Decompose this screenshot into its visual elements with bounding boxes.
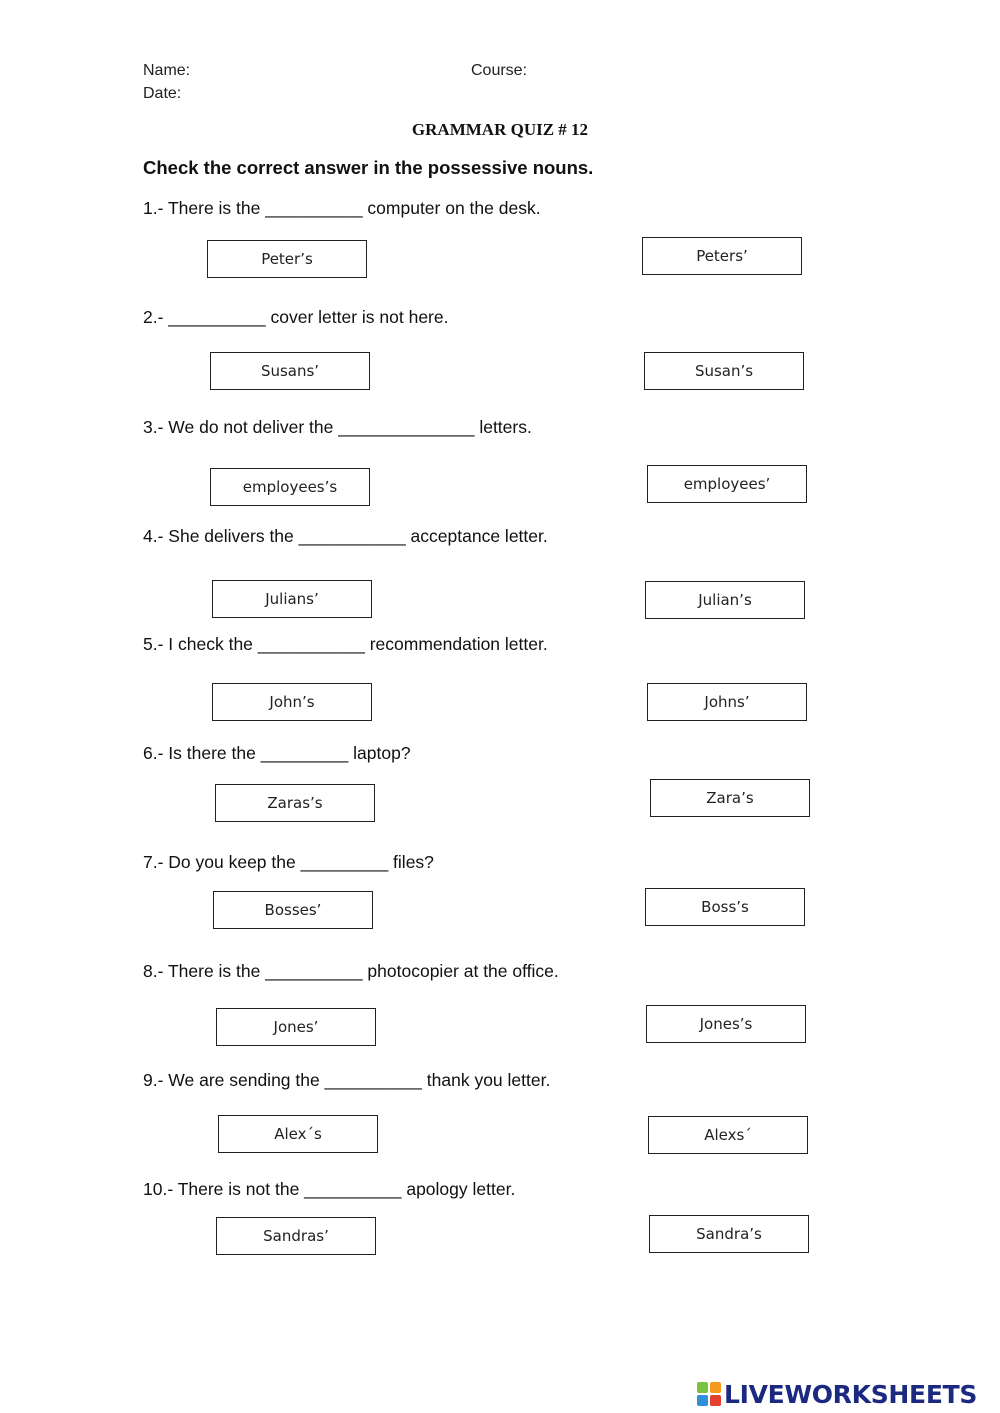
liveworksheets-logo-icon [697,1382,721,1406]
question-9: 9.- We are sending the __________ thank you letter. [143,1070,551,1090]
q9-option-left[interactable]: Alex´s [218,1115,378,1153]
question-2: 2.- __________ cover letter is not here. [143,307,449,327]
liveworksheets-logo[interactable] [697,1378,977,1410]
q8-option-left[interactable]: Jones’ [216,1008,376,1046]
q6-option-left[interactable]: Zaras’s [215,784,375,822]
question-7: 7.- Do you keep the _________ files? [143,852,434,872]
q10-option-right[interactable]: Sandra’s [649,1215,809,1253]
course-label: Course: [471,62,528,79]
question-3: 3.- We do not deliver the ______________ letters. [143,417,532,437]
q3-option-right[interactable]: employees’ [647,465,807,503]
name-label: Name: [143,62,191,79]
question-6: 6.- Is there the _________ laptop? [143,743,411,763]
q7-option-right[interactable]: Boss’s [645,888,805,926]
quiz-title: GRAMMAR QUIZ # 12 [411,120,589,139]
q8-option-right[interactable]: Jones’s [646,1005,806,1043]
date-label: Date: [143,85,182,102]
q2-option-right[interactable]: Susan’s [644,352,804,390]
q6-option-right[interactable]: Zara’s [650,779,810,817]
instruction: Check the correct answer in the possessive nouns. [143,157,594,178]
q4-option-left[interactable]: Julians’ [212,580,372,618]
q7-option-left[interactable]: Bosses’ [213,891,373,929]
question-10: 10.- There is not the __________ apology letter. [143,1179,516,1199]
question-1: 1.- There is the __________ computer on the desk. [143,198,541,218]
liveworksheets-wordmark: LIVEWORKSHEETS [724,1379,978,1409]
question-5: 5.- I check the ___________ recommendation letter. [143,634,548,654]
question-8: 8.- There is the __________ photocopier at the office. [143,961,559,981]
q10-option-left[interactable]: Sandras’ [216,1217,376,1255]
q4-option-right[interactable]: Julian’s [645,581,805,619]
q5-option-right[interactable]: Johns’ [647,683,807,721]
question-4: 4.- She delivers the ___________ acceptance letter. [143,526,548,546]
q3-option-left[interactable]: employees’s [210,468,370,506]
q1-option-right[interactable]: Peters’ [642,237,802,275]
q2-option-left[interactable]: Susans’ [210,352,370,390]
q9-option-right[interactable]: Alexs´ [648,1116,808,1154]
q5-option-left[interactable]: John’s [212,683,372,721]
q1-option-left[interactable]: Peter’s [207,240,367,278]
